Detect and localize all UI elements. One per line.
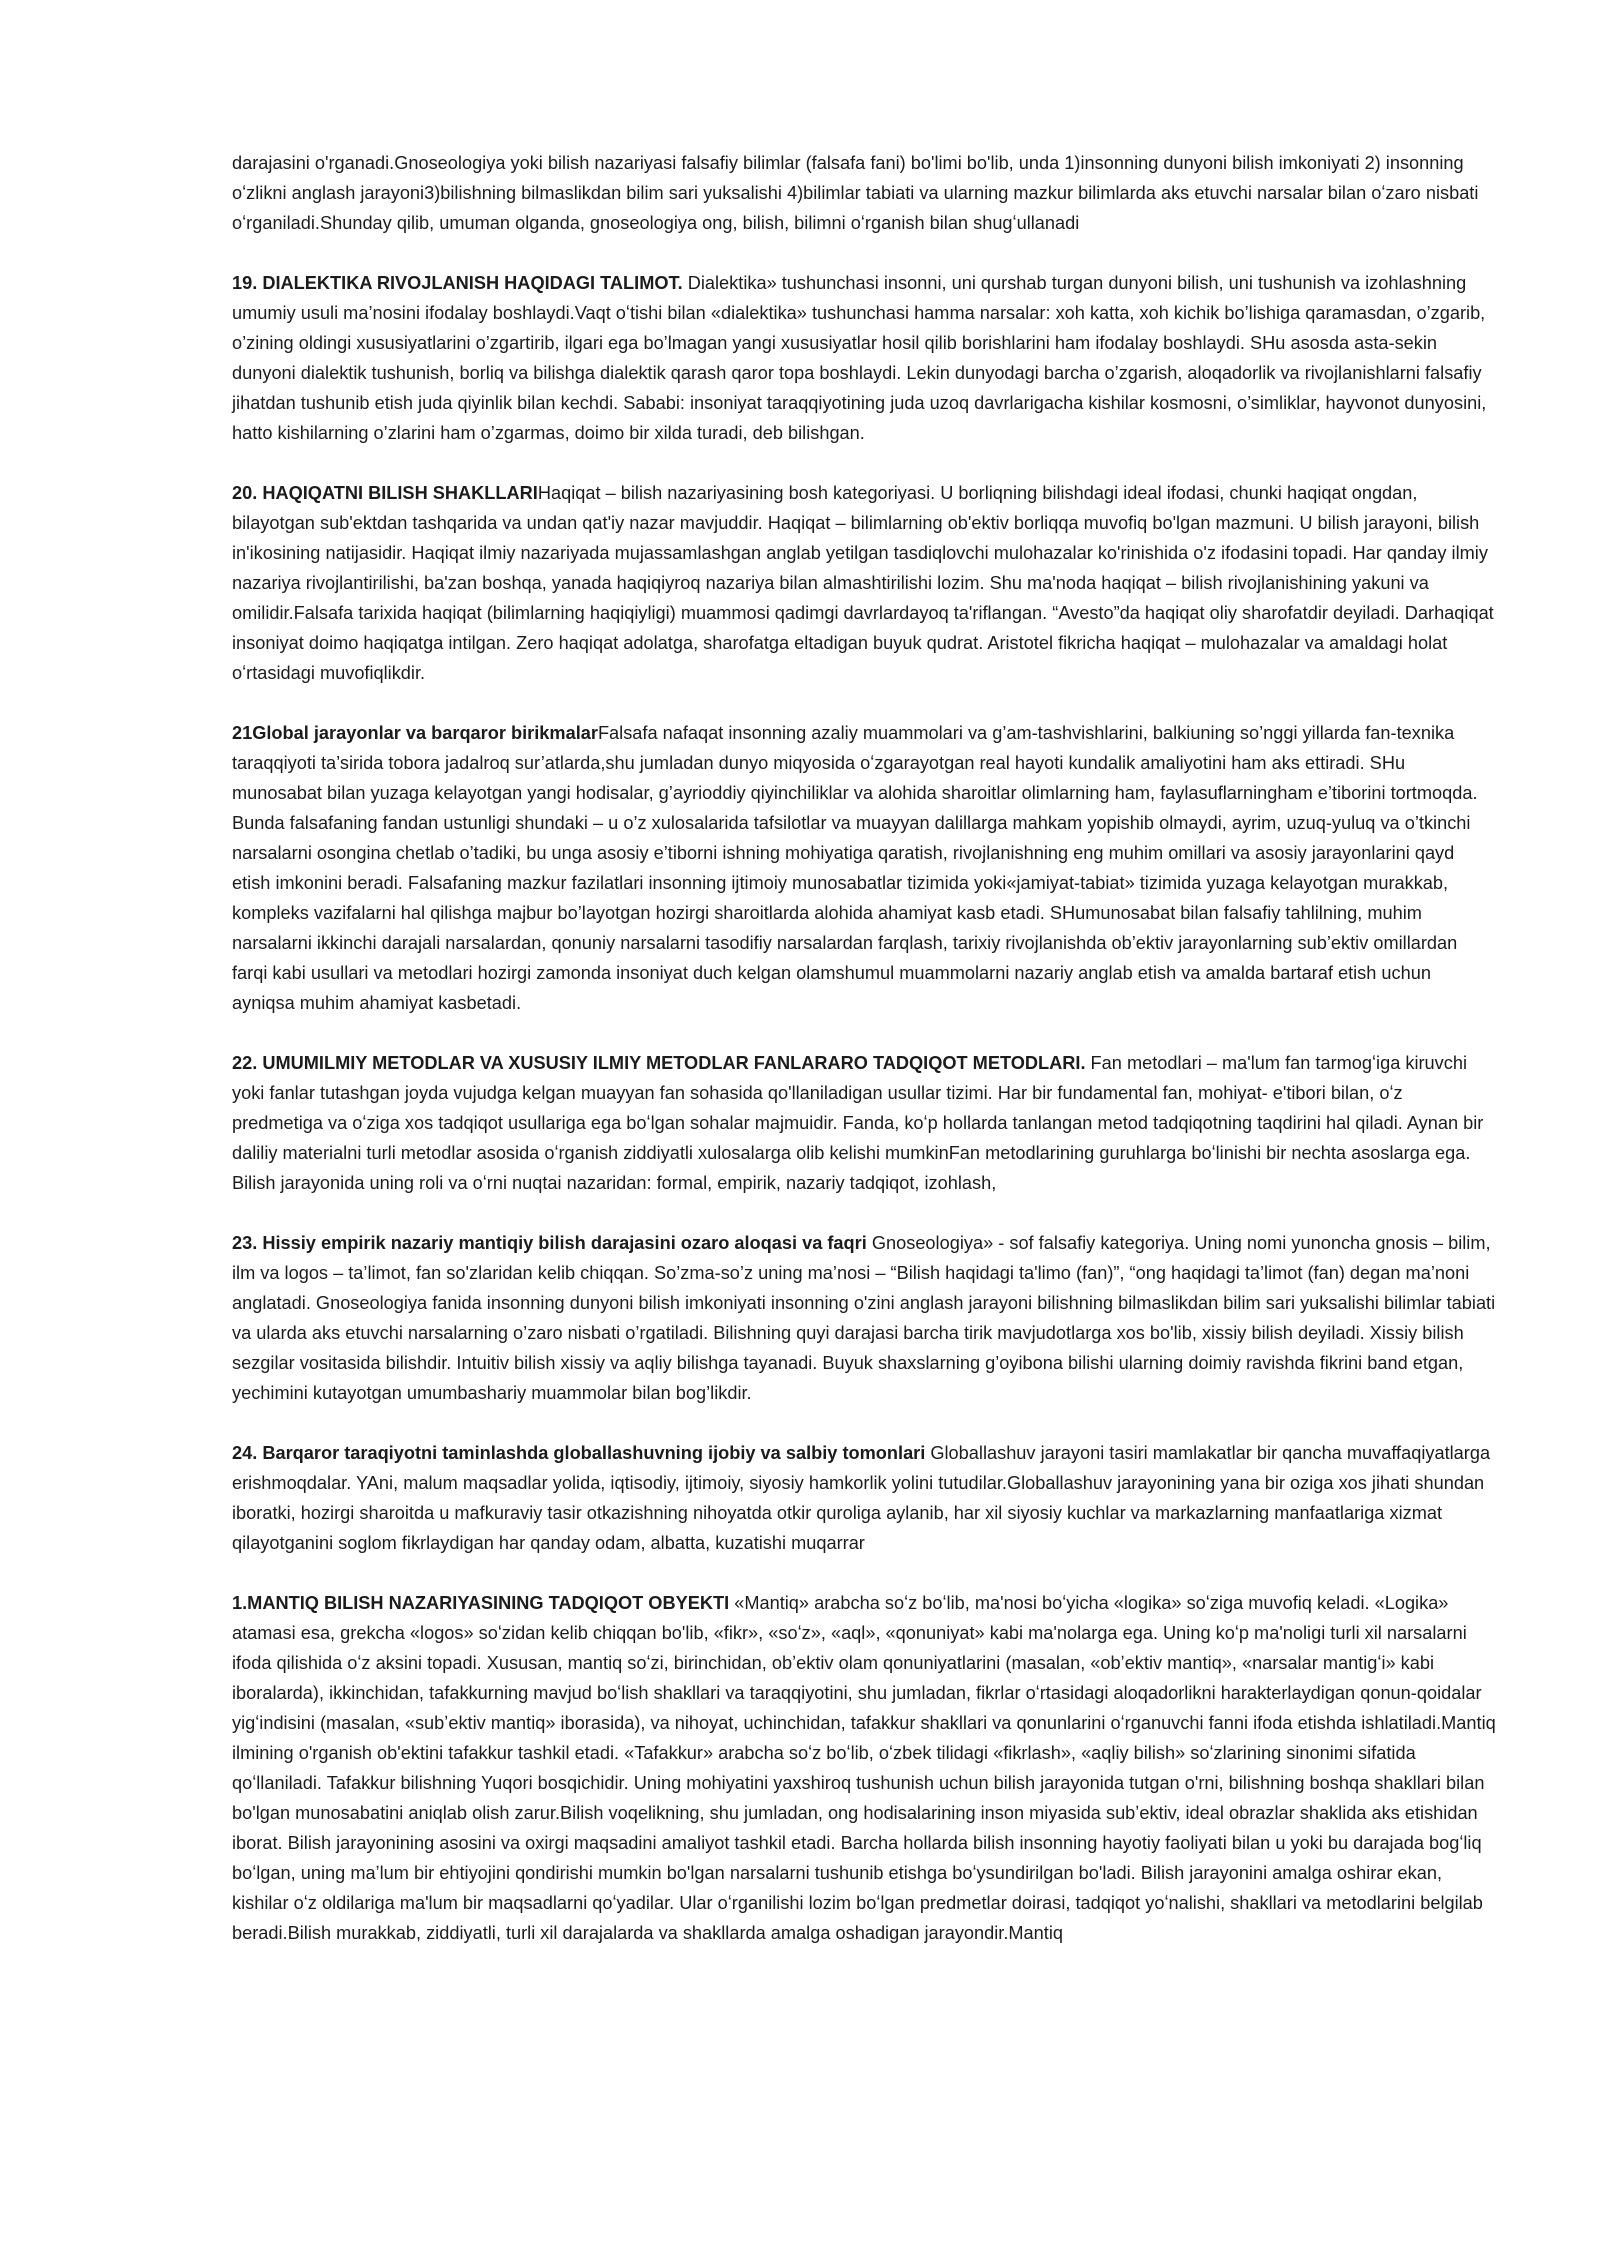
paragraph-body: Falsafa nafaqat insonning azaliy muammolari va g’am-tashvishlarini, balkiuning so’nggi yillarda fan-texnika taraqqiyoti ta’sirida tobora jadalroq sur’atlarda,shu jumladan dunyo miqyosida oʻzgarayotgan real hayoti kundalik amaliyotini ham aks ettiradi. SHu munosabat bilan yuzaga kelayotgan yangi hodisalar, g’ayrioddiy qiyinchiliklar va alohida sharoitlar olimlarning ham, faylasuflarningham e’tiborini tortmoqda. Bunda falsafaning fandan ustunligi shundaki – u o’z xulosalarida tafsilotlar va muayyan dalillarga mahkam yopishib olmaydi, ayrim, uzuq-yuluq va o’tkinchi narsalarni osongina chetlab o’tadiki, bu unga asosiy e’tiborni ishning mohiyatiga qaratish, rivojlanishning eng muhim omillari va asosiy jarayonlarini qayd etish imkonini beradi. Falsafaning mazkur fazilatlari insonning ijtimoiy munosabatlar tizimida yoki«jamiyat-tabiat» tizimida yuzaga kelayotgan murakkab, kompleks vazifalarni hal qilishga majbur bo’layotgan hozirgi sharoitlarda alohida ahamiyat kasb etadi. SHumunosabat bilan falsafiy tahlilning, muhim narsalarni ikkinchi darajali narsalardan, qonuniy narsalarni tasodifiy narsalardan farqlash, tarixiy rivojlanishda ob’ektiv jarayonlarning sub’ektiv omillardan farqi kabi usullari va metodlari hozirgi zamonda insoniyat duch kelgan olamshumul muammolarni nazariy anglab etish va amalda bartaraf etish uchun ayniqsa muhim ahamiyat kasbetadi. — [232, 723, 1478, 1013]
paragraph-body: «Mantiq» arabcha soʻz boʻlib, ma'nosi boʻyicha «logika» soʻziga muvofiq keladi. «Logika» atamasi esa, grekcha «logos» soʻzidan kelib chiqqan bo'lib, «fikr», «soʻz», «aql», «qonuniyat» kabi ma'nolarga ega. Uning koʻp ma'noligi turli xil narsalarni ifoda qilishida oʻz aksini topadi. Xususan, mantiq soʻzi, birinchidan, obʼektiv olam qonuniyatlarini (masalan, «obʼektiv mantiq», «narsalar mantigʻi» kabi iboralarda), ikkinchidan, tafakkurning mavjud boʻlish shakllari va taraqqiyotini, shu jumladan, fikrlar oʻrtasidagi aloqadorlikni harakterlaydigan qonun-qoidalar yigʻindisini (masalan, «subʼektiv mantiq» iborasida), va nihoyat, uchinchidan, tafakkur shakllari va qonunlarini oʻrganuvchi fanni ifoda etishda ishlatiladi.Mantiq ilmining o'rganish ob'ektini tafakkur tashkil etadi. «Tafakkur» arabcha soʻz boʻlib, oʻzbek tilidagi «fikrlash», «aqliy bilish» soʻzlarining sinonimi sifatida qoʻllaniladi. Tafakkur bilishning Yuqori bosqichidir. Uning mohiyatini yaxshiroq tushunish uchun bilish jarayonida tutgan o'rni, bilishning boshqa shakllari bilan bo'lgan munosabatini aniqlab olish zarur.Bilish voqelikning, shu jumladan, ong hodisalarining inson miyasida subʼektiv, ideal obrazlar shaklida aks etishidan iborat. Bilish jarayonining asosini va oxirgi maqsadini amaliyot tashkil etadi. Barcha hollarda bilish insonning hayotiy faoliyati bilan u yoki bu darajada bogʻliq boʻlgan, uning maʼlum bir ehtiyojini qondirishi mumkin bo'lgan narsalarni tushunib etishga boʻysundirilgan bo'ladi. Bilish jarayonini amalga oshirar ekan, kishilar oʻz oldilariga ma'lum bir maqsadlarni qoʻyadilar. Ular oʻrganilishi lozim boʻlgan predmetlar doirasi, tadqiqot yoʻnalishi, shakllari va metodlarini belgilab beradi.Bilish murakkab, ziddiyatli, turli xil darajalarda va shakllarda amalga oshadigan jarayondir.Mantiq — [232, 1593, 1496, 1943]
section-heading: 20. HAQIQATNI BILISH SHAKLLARI — [232, 483, 538, 503]
paragraph-body: Gnoseologiya» - sof falsafiy kategoriya. Uning nomi yunoncha gnosis – bilim, ilm va logos – ta’limot, fan so'zlaridan kelib chiqqan. So’zma-so’z uning ma’nosi – “Bilish haqidagi ta'limo (fan)”, “ong haqidagi ta’limot (fan) degan ma’noni anglatadi. Gnoseologiya fanida insonning dunyoni bilish imkoniyati insonning o'zini anglash jarayoni bilishning bilmaslikdan bilim sari yuksalishi bilimlar tabiati va ularda aks etuvchi narsalarning o’zaro nisbati o’rgatiladi. Bilishning quyi darajasi barcha tirik mavjudotlarga xos bo'lib, xissiy bilish deyiladi. Xissiy bilish sezgilar vositasida bilishdir. Intuitiv bilish xissiy va aqliy bilishga tayanadi. Buyuk shaxslarning g’oyibona bilishi ularning doimiy ravishda fikrini band etgan, yechimini kutayotgan umumbashariy muammolar bilan bog’likdir. — [232, 1233, 1496, 1403]
paragraph-body: Globallashuv jarayoni tasiri mamlakatlar bir qancha muvaffaqiyatlarga erishmoqdalar. YAni, malum maqsadlar yolida, iqtisodiy, ijtimoiy, siyosiy hamkorlik yolini tutudilar.Globallashuv jarayonining yana bir oziga xos jihati shundan iboratki, hozirgi sharoitda u mafkuraviy tasir otkazishning nihoyatda otkir quroliga aylanib, har xil siyosiy kuchlar va markazlarning manfaatlariga xizmat qilayotganini soglom fikrlaydigan har qanday odam, albatta, kuzatishi muqarrar — [232, 1443, 1491, 1553]
paragraph-intro — [232, 148, 1497, 238]
paragraph-23 — [232, 1228, 1497, 1408]
section-heading: 21Global jarayonlar va barqaror birikmalar — [232, 723, 598, 743]
paragraph-body: darajasini o'rganadi.Gnoseologiya yoki bilish nazariyasi falsafiy bilimlar (falsafa fani) bo'limi bo'lib, unda 1)insonning dunyoni bilish imkoniyati 2) insonning oʻzlikni anglash jarayoni3)bilishning bilmaslikdan bilim sari yuksalishi 4)bilimlar tabiati va ularning mazkur bilimlarda aks etuvchi narsalar bilan oʻzaro nisbati oʻrganiladi.Shunday qilib, umuman olganda, gnoseologiya ong, bilish, bilimni oʻrganish bilan shugʻullanadi — [232, 153, 1479, 233]
section-heading: 1.MANTIQ BILISH NAZARIYASINING TADQIQOT OBYEKTI — [232, 1593, 730, 1613]
paragraph-body: Haqiqat – bilish nazariyasining bosh kategoriyasi. U borliqning bilishdagi ideal ifodasi, chunki haqiqat ongdan, bilayotgan sub'ektdan tashqarida va undan qat'iy nazar mavjuddir. Haqiqat – bilimlarning ob'ektiv borliqqa muvofiq bo'lgan mazmuni. U bilish jarayoni, bilish in'ikosining natijasidir. Haqiqat ilmiy nazariyada mujassamlashgan anglab yetilgan tasdiqlovchi mulohazalar ko'rinishida o'z ifodasini topadi. Har qanday ilmiy nazariya rivojlantirilishi, ba'zan boshqa, yanada haqiqiyroq nazariya bilan almashtirilishi lozim. Shu ma'noda haqiqat – bilish rivojlanishining yakuni va omilidir.Falsafa tarixida haqiqat (bilimlarning haqiqiyligi) muammosi qadimgi davrlardayoq ta'riflangan. “Avesto”da haqiqat oliy sharofatdir deyiladi. Darhaqiqat insoniyat doimo haqiqatga intilgan. Zero haqiqat adolatga, sharofatga eltadigan buyuk qudrat. Aristotel fikricha haqiqat – mulohazalar va amaldagi holat oʻrtasidagi muvofiqlikdir. — [232, 483, 1494, 683]
paragraph-22 — [232, 1048, 1497, 1198]
paragraph-19 — [232, 268, 1497, 448]
section-heading: 24. Barqaror taraqiyotni taminlashda globallashuvning ijobiy va salbiy tomonlari — [232, 1443, 926, 1463]
paragraph-21 — [232, 718, 1497, 1018]
paragraph-24 — [232, 1438, 1497, 1558]
paragraph-1-mantiq — [232, 1588, 1497, 1948]
section-heading: 23. Hissiy empirik nazariy mantiqiy bilish darajasini ozaro aloqasi va faqri — [232, 1233, 867, 1253]
section-heading: 22. UMUMILMIY METODLAR VA XUSUSIY ILMIY METODLAR FANLARARO TADQIQOT METODLARI. — [232, 1053, 1086, 1073]
paragraph-body: Dialektika» tushunchasi insonni, uni qurshab turgan dunyoni bilish, uni tushunish va izohlashning umumiy usuli ma’nosini ifodalay boshlaydi.Vaqt oʻtishi bilan «dialektika» tushunchasi hamma narsalar: xoh katta, xoh kichik bo’lishiga qaramasdan, o’zgarib, o’zining oldingi xususiyatlarini o’zgartirib, ilgari ega bo’lmagan yangi xususiyatlar hosil qilib borishlarini ham ifodalay boshlaydi. SHu asosda asta-sekin dunyoni dialektik tushunish, borliq va bilishga dialektik qarash qaror topa boshlaydi. Lekin dunyodagi barcha o’zgarish, aloqadorlik va rivojlanishlarni falsafiy jihatdan tushunib etish juda qiyinlik bilan kechdi. Sababi: insoniyat taraqqiyotining juda uzoq davrlarigacha kishilar kosmosni, o’simliklar, hayvonot dunyosini, hatto kishilarning o’zlarini ham o’zgarmas, doimo bir xilda turadi, deb bilishgan. — [232, 273, 1487, 443]
paragraph-body: Fan metodlari – ma'lum fan tarmogʻiga kiruvchi yoki fanlar tutashgan joyda vujudga kelgan muayyan fan sohasida qo'llaniladigan usullar tizimi. Har bir fundamental fan, mohiyat- e'tibori bilan, oʻz predmetiga va oʻziga xos tadqiqot usullariga ega boʻlgan sohalar majmuidir. Fanda, koʻp hollarda tanlangan metod tadqiqotning taqdirini hal qiladi. Aynan bir daliliy materialni turli metodlar asosida oʻrganish ziddiyatli xulosalarga olib kelishi mumkinFan metodlarining guruhlarga boʻlinishi bir nechta asoslarga ega. Bilish jarayonida uning roli va oʻrni nuqtai nazaridan: formal, empirik, nazariy tadqiqot, izohlash, — [232, 1053, 1484, 1193]
section-heading: 19. DIALEKTIKA RIVOJLANISH HAQIDAGI TALIMOT. — [232, 273, 683, 293]
document-page — [232, 148, 1497, 1978]
paragraph-20 — [232, 478, 1497, 688]
